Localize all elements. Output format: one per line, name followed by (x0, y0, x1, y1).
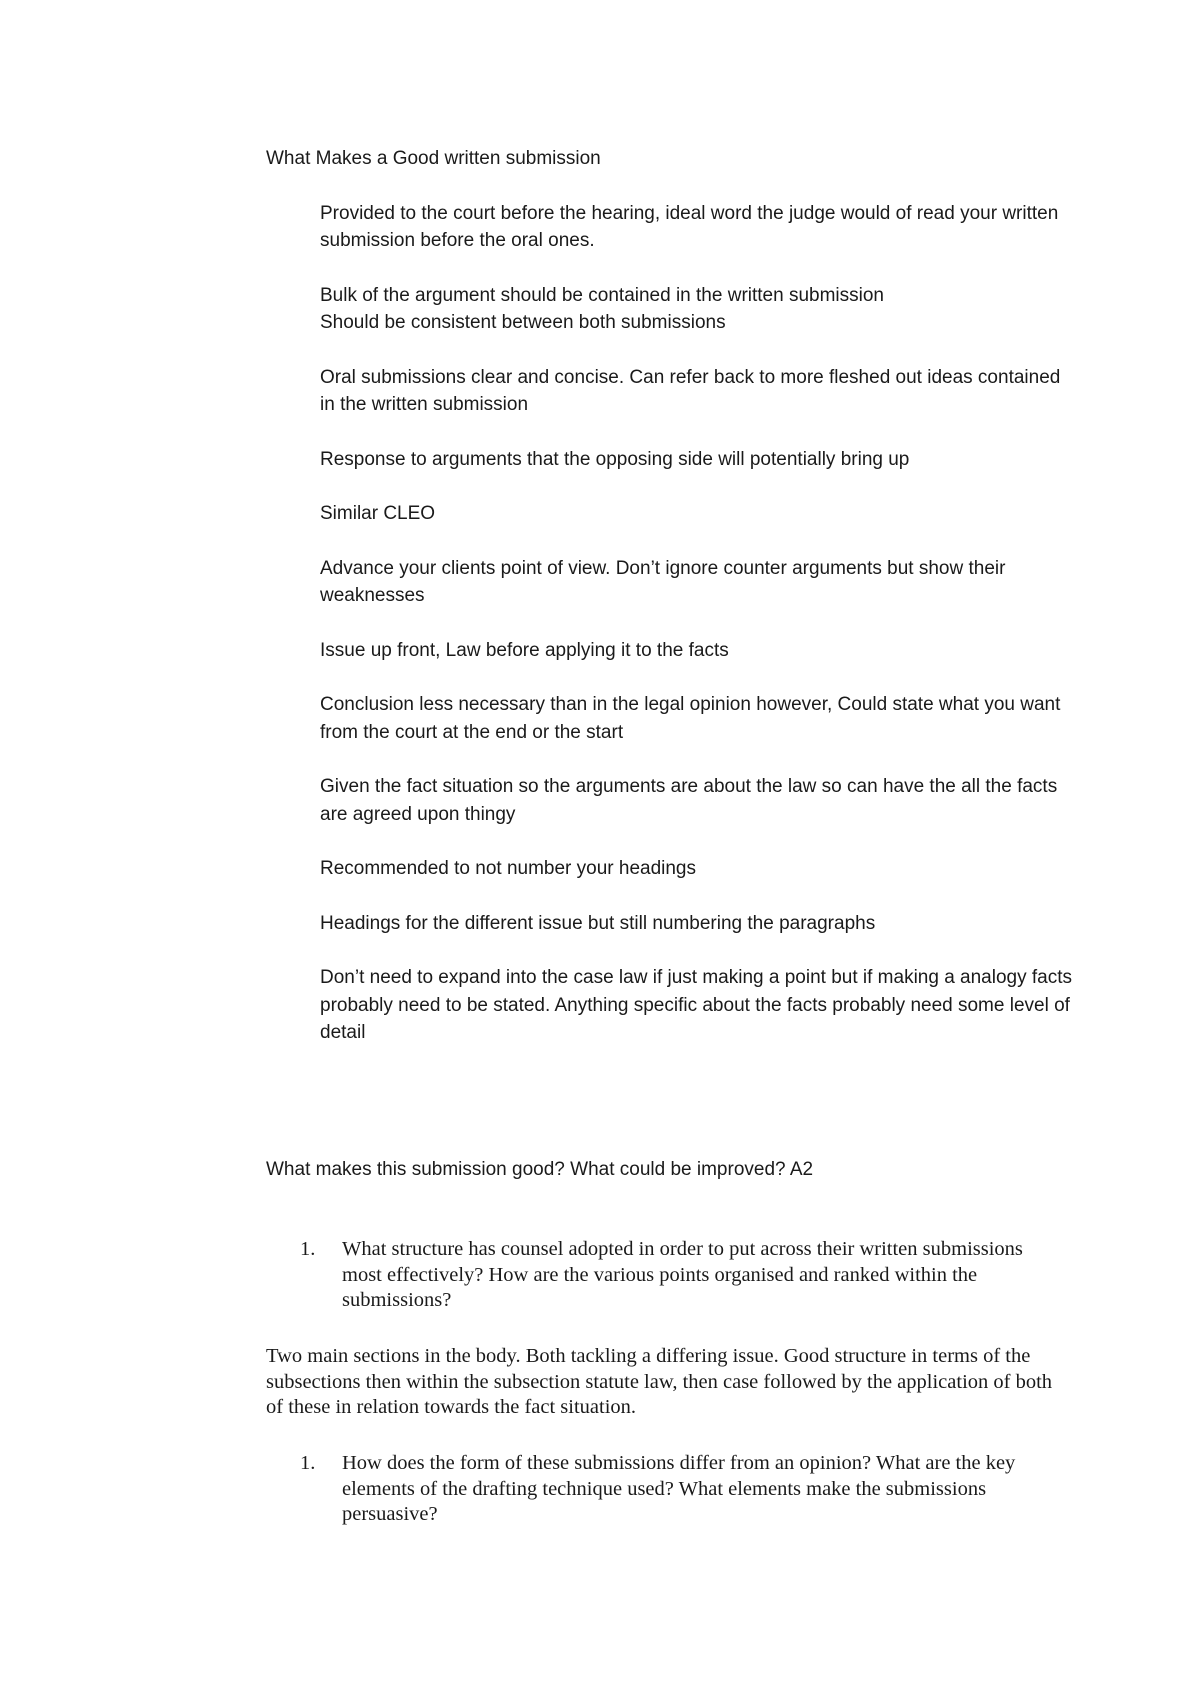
question-item (296, 1451, 1076, 1528)
note-item: Don’t need to expand into the case law if just making a point but if making a analogy facts probably need to be stated. Anything specific about the facts probably need some level of detail (320, 967, 1073, 1043)
note-line: Bulk of the argument should be contained in the written submission (320, 284, 884, 306)
note-item (320, 282, 1080, 337)
section-title: What makes this submission good? What could be improved? A2 (266, 1159, 814, 1180)
note-item: Provided to the court before the hearing, ideal word the judge would of read your written submission before the oral ones. (320, 203, 1059, 252)
question-number: 1. (300, 1452, 316, 1474)
note-item: Response to arguments that the opposing side will potentially bring up (320, 448, 910, 470)
question-number: 1. (300, 1238, 316, 1260)
question-text: How does the form of these submissions differ from an opinion? What are the key elements of the drafting technique used? What elements make the submissions persuasive? (342, 1452, 1016, 1525)
note-item: Similar CLEO (320, 503, 436, 525)
note-item: Recommended to not number your headings (320, 858, 697, 880)
note-item: Headings for the different issue but still numbering the paragraphs (320, 912, 876, 934)
question-text: What structure has counsel adopted in order to put across their written submissions most effectively? How are the various points organised and ranked within the submissions? (342, 1238, 1023, 1311)
note-line: Should be consistent between both submissions (320, 312, 726, 334)
note-item: Oral submissions clear and concise. Can refer back to more fleshed out ideas contained in the written submission (320, 366, 1061, 416)
answer-paragraph: Two main sections in the body. Both tackling a differing issue. Good structure in terms of the subsections then within the subsection statute law, then case followed by the application of both of these in relation towards the fact situation. (266, 1345, 1053, 1418)
note-item: Issue up front, Law before applying it to the facts (320, 639, 729, 661)
document-title: What Makes a Good written submission (266, 148, 601, 169)
note-item: Conclusion less necessary than in the legal opinion however, Could state what you want from the court at the end or the start (320, 694, 1061, 743)
note-item: Advance your clients point of view. Don’t ignore counter arguments but show their weaknesses (320, 557, 1006, 607)
note-item: Given the fact situation so the arguments are about the law so can have the all the facts are agreed upon thingy (320, 776, 1058, 825)
notes-list (320, 200, 1080, 1074)
question-item (296, 1237, 1076, 1314)
